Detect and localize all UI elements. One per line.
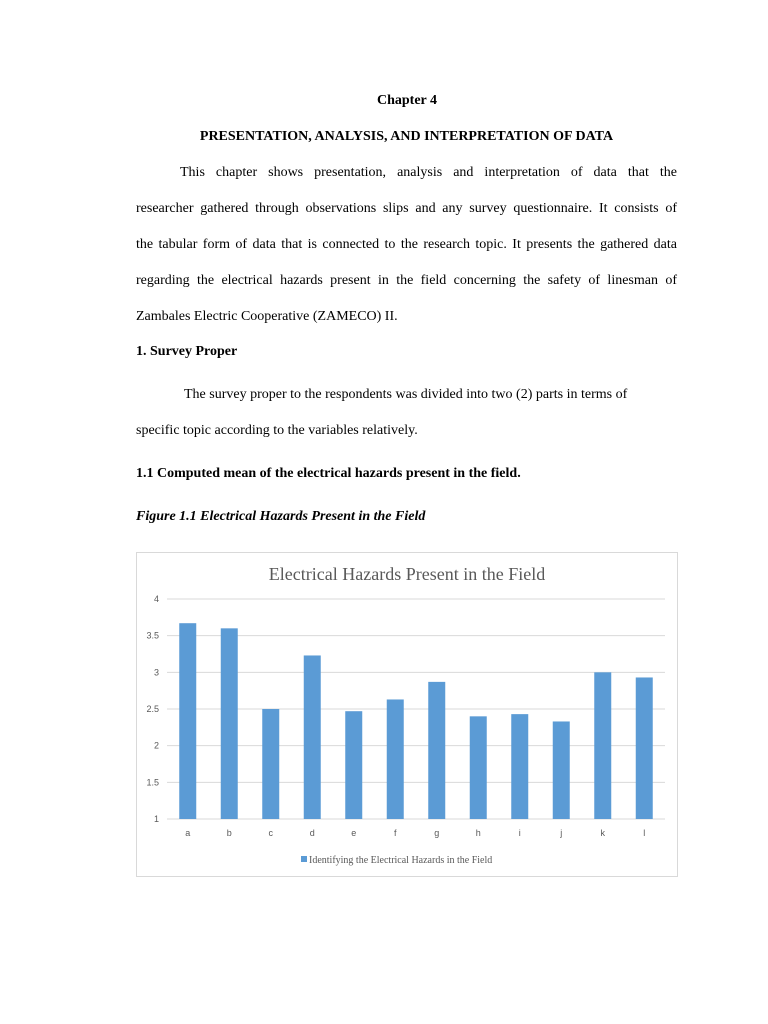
bar-e	[345, 711, 362, 819]
bar-d	[304, 655, 321, 819]
x-tick-label: d	[309, 828, 315, 838]
y-tick-label: 1	[153, 814, 159, 824]
bar-f	[387, 699, 404, 819]
legend-swatch	[301, 856, 307, 862]
bar-k	[594, 672, 611, 819]
y-tick-label: 2	[153, 740, 159, 751]
chart-container	[136, 552, 678, 877]
x-tick-label: i	[518, 828, 521, 838]
figure-caption: Figure 1.1 Electrical Hazards Present in the Field	[136, 509, 426, 524]
x-tick-label: f	[393, 828, 397, 838]
intro-line: Zambales Electric Cooperative (ZAMECO) II.	[136, 309, 398, 324]
bar-a	[179, 623, 196, 819]
x-tick-label: b	[226, 828, 232, 838]
x-tick-label: c	[268, 828, 273, 838]
bar-l	[636, 677, 653, 819]
survey-paragraph	[136, 377, 677, 449]
subsection-title: 1.1 Computed mean of the electrical hazards present in the field.	[136, 466, 521, 481]
intro-line: the tabular form of data that is connected to the research topic. It presents the gathered data	[136, 237, 677, 252]
x-tick-label: j	[560, 828, 563, 838]
chart-title: Electrical Hazards Present in the Field	[268, 564, 546, 584]
y-tick-label: 2.5	[146, 704, 159, 714]
bar-chart	[137, 553, 677, 876]
intro-paragraph	[136, 155, 677, 335]
survey-line: The survey proper to the respondents was divided into two (2) parts in terms of	[184, 387, 628, 402]
legend-label: Identifying the Electrical Hazards in the Field	[309, 855, 493, 866]
y-tick-label: 1.5	[146, 777, 159, 788]
chapter-heading: PRESENTATION, ANALYSIS, AND INTERPRETATION OF DATA	[199, 129, 614, 144]
x-tick-label: h	[475, 828, 481, 838]
bar-c	[262, 709, 279, 819]
intro-line: researcher gathered through observations slips and any survey questionnaire. It consists of	[136, 201, 677, 216]
chapter-title: Chapter 4	[376, 93, 438, 108]
intro-line: This chapter shows presentation, analysis and interpretation of data that the	[180, 165, 677, 180]
x-tick-label: a	[185, 828, 191, 838]
bar-i	[511, 714, 528, 819]
y-tick-label: 3.5	[146, 630, 159, 641]
intro-line: regarding the electrical hazards present in the field concerning the safety of linesman of	[136, 273, 677, 288]
bar-b	[221, 628, 238, 819]
bar-g	[428, 682, 445, 819]
survey-line: specific topic according to the variables relatively.	[136, 423, 418, 438]
y-tick-label: 4	[153, 594, 159, 604]
y-tick-label: 3	[153, 667, 159, 678]
section-title: 1. Survey Proper	[136, 344, 238, 359]
bar-h	[470, 716, 487, 819]
x-tick-label: k	[600, 828, 605, 838]
x-tick-label: l	[643, 828, 646, 838]
bar-j	[553, 721, 570, 819]
x-tick-label: g	[434, 828, 440, 838]
x-tick-label: e	[351, 828, 357, 838]
